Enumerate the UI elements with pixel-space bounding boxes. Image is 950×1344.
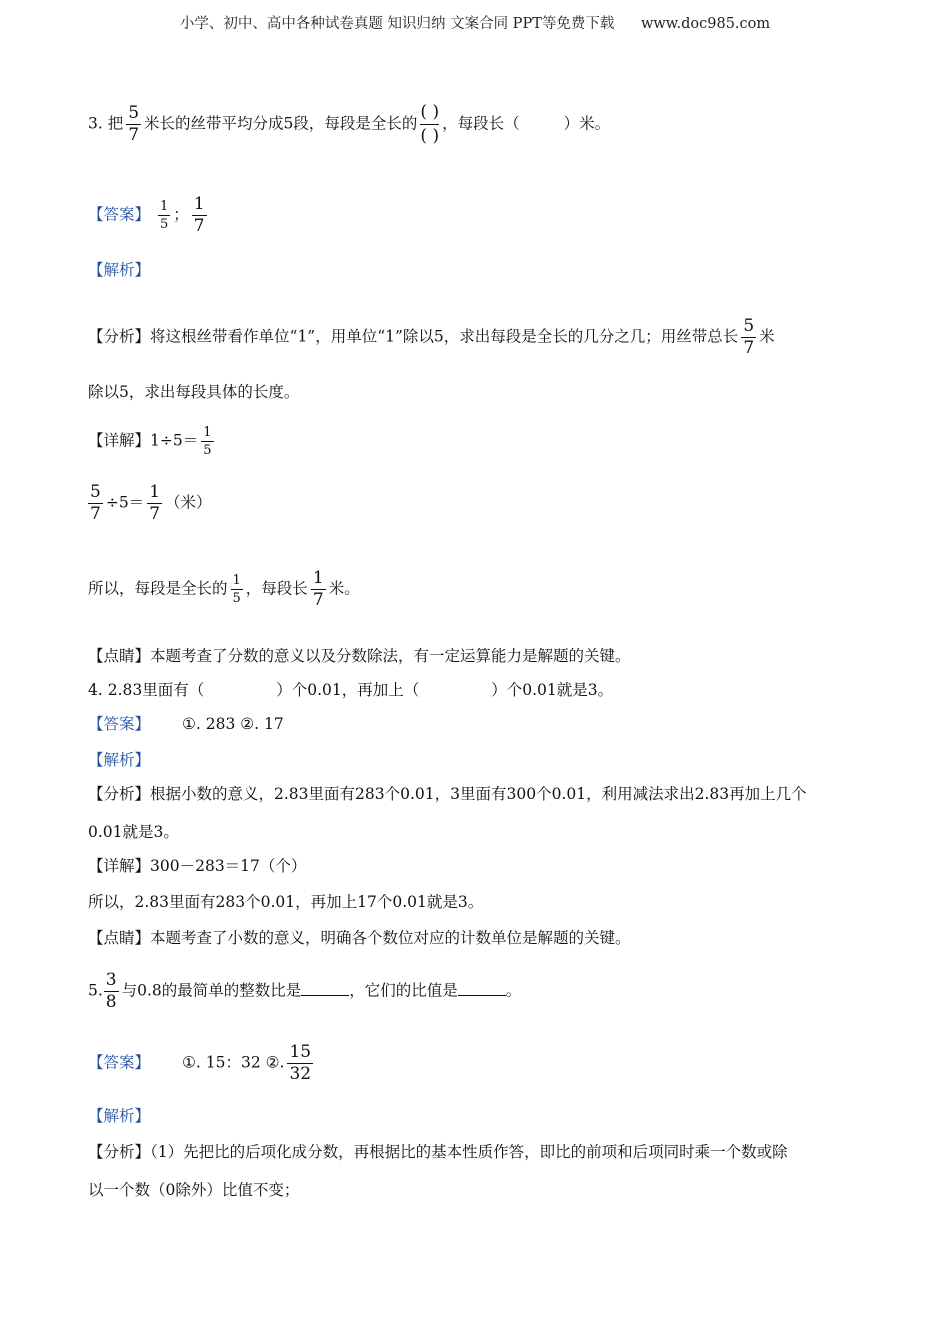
q5-blank-1[interactable] — [301, 981, 349, 996]
q3-analysis-tag: 【解析】 — [88, 261, 151, 279]
q5-analysis-tag: 【解析】 — [88, 1107, 151, 1125]
q4-conclusion: 所以，2.83里面有283个0.01，再加上17个0.01就是3。 — [88, 893, 484, 911]
q3-answer-fraction-1: $\frac{1}{5}$ — [159, 199, 169, 232]
q5-fraction: $\frac{3}{8}$ — [105, 970, 117, 1012]
q3-fenxi-fraction: $\frac{5}{7}$ — [743, 316, 755, 358]
q4-fenxi-line2: 0.01就是3。 — [88, 823, 179, 841]
q4-question: 4. 2.83里面有（ ）个0.01，再加上（ ）个0.01就是3。 — [88, 681, 614, 699]
q5-fenxi-line2: 以一个数（0除外）比值不变； — [88, 1181, 300, 1199]
q3-dianjing: 【点睛】本题考查了分数的意义以及分数除法，有一定运算能力是解题的关键。 — [88, 647, 631, 665]
q4-answer: 【答案】 ①. 283 ②. 17 — [88, 715, 284, 733]
q5-question: 5. $\frac{3}{8}$ 与0.8的最简单的整数比是 ，它们的比值是 。 — [88, 970, 522, 1012]
q3-xj2-fraction-b: $\frac{1}{7}$ — [149, 482, 161, 524]
q3-xj2-fraction-a: $\frac{5}{7}$ — [90, 482, 101, 524]
q3-fenxi: 【分析】将这根丝带看作单位“1”，用单位“1”除以5，求出每段是全长的几分之几；用丝带总长 $\frac{5}{7}$ 米 — [88, 316, 775, 358]
q5-answer-fraction: $\frac{15}{32}$ — [289, 1042, 312, 1084]
answer-tag: 【答案】 — [88, 205, 151, 224]
q4-dianjing: 【点睛】本题考查了小数的意义，明确各个数位对应的计数单位是解题的关键。 — [88, 929, 631, 947]
q3-so-fraction-2: $\frac{1}{7}$ — [312, 568, 324, 610]
q3-xj1-fraction: $\frac{1}{5}$ — [203, 425, 212, 458]
q5-answer: 【答案】 ①. 15：32 ②. $\frac{15}{32}$ — [88, 1042, 312, 1084]
answer-tag: 【答案】 — [88, 1053, 151, 1072]
q3-blank-fraction: $\frac{( )}{( )}$ — [420, 102, 440, 146]
q3-so-fraction-1: $\frac{1}{5}$ — [232, 573, 241, 606]
q3-question: 3. 把 $\frac{5}{7}$ 米长的丝带平均分成5段，每段是全长的 $\frac{( )}{( )}$ ，每段长（ ）米。 — [88, 102, 611, 146]
q4-xiangjie: 【详解】300－283＝17（个） — [88, 857, 307, 875]
q4-fenxi: 【分析】根据小数的意义，2.83里面有283个0.01，3里面有300个0.01，利用减法求出2.83再加上几个 — [88, 785, 807, 803]
q4-analysis-tag: 【解析】 — [88, 751, 151, 769]
header-url[interactable]: www.doc985.com — [640, 16, 771, 32]
q5-fenxi: 【分析】（1）先把比的后项化成分数，再根据比的基本性质作答，即比的前项和后项同时乘一个数或除 — [88, 1143, 788, 1161]
q3-fraction: $\frac{5}{7}$ — [128, 103, 140, 145]
header-title: 小学、初中、高中各种试卷真题 知识归纳 文案合同 PPT等免费下载 — [179, 16, 615, 32]
q3-xiangjie-2: $\frac{5}{7}$ ÷5＝ $\frac{1}{7}$ （米） — [90, 482, 212, 524]
q3-answer-fraction-2: $\frac{1}{7}$ — [193, 194, 205, 236]
q3-conclusion: 所以，每段是全长的 $\frac{1}{5}$ ，每段长 $\frac{1}{7}$ 米。 — [88, 568, 360, 610]
q5-blank-2[interactable] — [458, 981, 506, 996]
page-header — [0, 12, 950, 33]
q3-xiangjie-1: 【详解】1÷5＝ $\frac{1}{5}$ — [88, 425, 212, 458]
answer-tag: 【答案】 — [88, 715, 151, 733]
q3-answer: 【答案】 $\frac{1}{5}$ ； $\frac{1}{7}$ — [88, 194, 205, 236]
q3-fenxi-line2: 除以5，求出每段具体的长度。 — [88, 383, 300, 401]
